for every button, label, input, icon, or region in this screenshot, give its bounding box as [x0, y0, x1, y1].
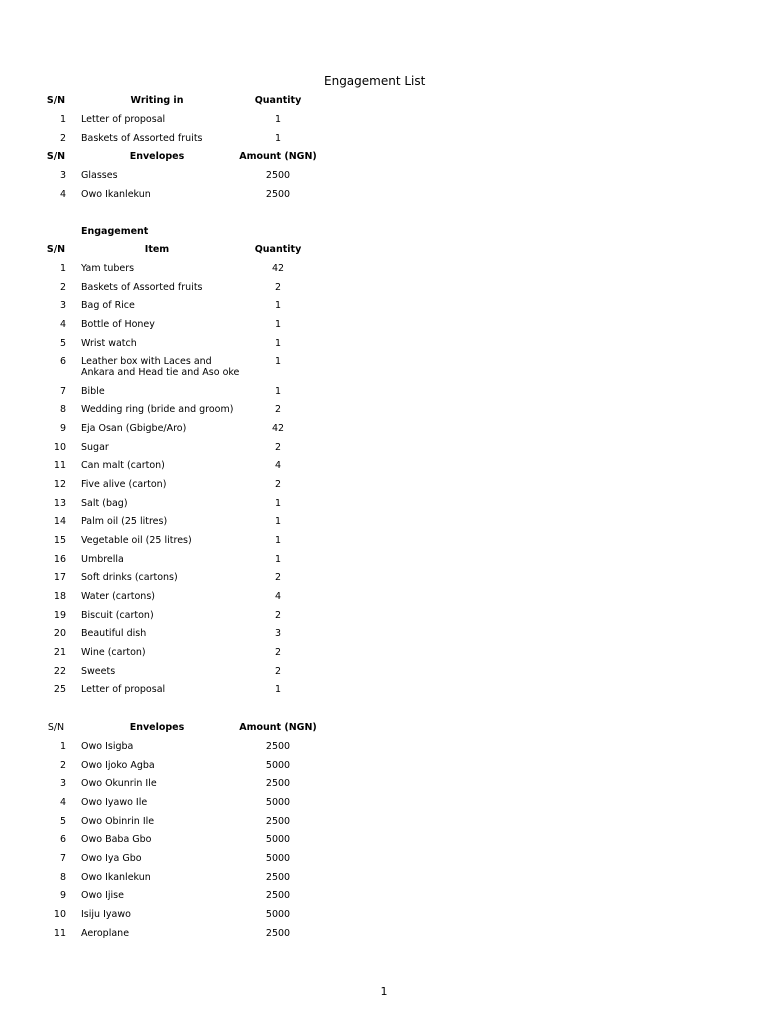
table-row: [0, 572, 768, 590]
table-row: [0, 666, 768, 684]
table-row: [0, 404, 768, 422]
item-cell: Wine (carton): [81, 646, 146, 658]
sn-cell: 5: [59, 337, 66, 349]
sn-cell: 11: [53, 460, 66, 472]
qty-cell: 4: [274, 590, 282, 602]
table-row: [0, 479, 768, 497]
qty-cell: 1: [274, 337, 282, 349]
qty-cell: 2: [274, 609, 282, 621]
sn-cell: 1: [59, 741, 66, 752]
table-row: [0, 535, 768, 553]
header-item-cell: Envelopes: [129, 722, 185, 733]
qty-cell: 1: [274, 497, 282, 509]
sn-cell: 19: [53, 609, 66, 621]
header-qty-cell: Quantity: [254, 95, 302, 106]
item-cell: Letter of proposal: [81, 684, 166, 696]
qty-cell: 1: [274, 684, 282, 696]
item-cell: Biscuit (carton): [81, 609, 154, 621]
sn-cell: 20: [53, 628, 66, 640]
item-cell: Aeroplane: [81, 927, 130, 939]
header-sn-cell: S/N: [46, 95, 66, 106]
sn-cell: 1: [59, 114, 66, 125]
qty-cell: 5000: [265, 852, 291, 864]
item-cell: Salt (bag): [81, 497, 128, 509]
qty-cell: 2: [274, 404, 282, 416]
section-title-engagement: Engagement: [81, 226, 149, 237]
qty-cell: 2: [274, 281, 282, 293]
item-cell: Glasses: [81, 170, 118, 181]
qty-cell: 2: [274, 572, 282, 584]
item-cell: Umbrella: [81, 553, 124, 565]
item-cell: Owo Ikanlekun: [81, 188, 151, 200]
sn-cell: 2: [59, 281, 66, 293]
table-row: [0, 760, 768, 778]
sn-cell: 10: [53, 441, 66, 453]
table-row: [0, 423, 768, 441]
table-row: [0, 460, 768, 478]
header-qty-cell: Amount (NGN): [239, 151, 317, 162]
sn-cell: 16: [53, 553, 66, 565]
sn-cell: 10: [53, 908, 66, 920]
sn-cell: 25: [53, 684, 66, 696]
table-row: [0, 133, 768, 151]
item-cell: Owo Okunrin Ile: [81, 778, 157, 790]
item-cell: Beautiful dish: [81, 628, 147, 640]
qty-cell: 5000: [265, 908, 291, 920]
sn-cell: 11: [53, 927, 66, 939]
sn-cell: 1: [59, 263, 66, 274]
header-item-cell: Envelopes: [129, 151, 185, 162]
table-row: [0, 338, 768, 356]
document-title-text: Engagement List: [324, 74, 426, 88]
item-cell: Water (cartons): [81, 590, 155, 602]
item-cell: Baskets of Assorted fruits: [81, 132, 203, 144]
qty-cell: 1: [274, 132, 282, 144]
header-qty-cell: Amount (NGN): [239, 722, 317, 733]
item-cell: Bottle of Honey: [81, 318, 155, 330]
table-row: [0, 928, 768, 946]
sn-cell: 4: [59, 188, 66, 200]
qty-cell: 2: [274, 441, 282, 453]
qty-cell: 1: [274, 114, 282, 125]
qty-cell: 42: [271, 423, 285, 435]
qty-cell: 2500: [265, 871, 291, 883]
sn-cell: 15: [53, 534, 66, 546]
sn-cell: 3: [59, 170, 66, 181]
item-cell: Leather box with Laces and Ankara and Head tie and Aso oke: [81, 356, 240, 379]
sn-cell: 4: [59, 318, 66, 330]
item-cell: Owo Baba Gbo: [81, 834, 152, 846]
header-sn-cell: S/N: [46, 244, 66, 255]
sn-cell: 21: [53, 646, 66, 658]
qty-cell: 5000: [265, 796, 291, 808]
item-cell: Wedding ring (bride and groom): [81, 404, 234, 416]
table-row: [0, 778, 768, 796]
table-row: [0, 263, 768, 281]
qty-cell: 1: [274, 318, 282, 330]
sn-cell: 8: [59, 404, 66, 416]
item-cell: Isiju Iyawo: [81, 908, 131, 920]
qty-cell: 1: [274, 553, 282, 565]
table-row: [0, 853, 768, 871]
qty-cell: 2: [274, 646, 282, 658]
qty-cell: 2500: [265, 815, 291, 827]
qty-cell: 42: [271, 263, 285, 274]
table-row: [0, 741, 768, 759]
item-cell: Sweets: [81, 665, 116, 677]
qty-cell: 2: [274, 665, 282, 677]
table-row: [0, 591, 768, 609]
qty-cell: 2500: [265, 778, 291, 790]
qty-cell: 1: [274, 534, 282, 546]
table-row: [0, 319, 768, 337]
item-cell: Owo Iyawo Ile: [81, 796, 148, 808]
item-cell: Yam tubers: [81, 263, 135, 274]
sn-cell: 18: [53, 590, 66, 602]
sn-cell: 4: [59, 796, 66, 808]
qty-cell: 5000: [265, 834, 291, 846]
qty-cell: 3: [274, 628, 282, 640]
table-row: [0, 797, 768, 815]
qty-cell: 1: [274, 516, 282, 528]
sn-cell: 8: [59, 871, 66, 883]
table-row: [0, 890, 768, 908]
table-row: [0, 282, 768, 300]
item-cell: Owo Obinrin Ile: [81, 815, 155, 827]
header-qty-cell: Quantity: [254, 244, 302, 255]
item-cell: Vegetable oil (25 litres): [81, 534, 192, 546]
table-row: [0, 442, 768, 460]
table-header-row: [0, 151, 768, 169]
qty-cell: 1: [274, 385, 282, 397]
item-cell: Owo Ijise: [81, 890, 124, 902]
item-cell: Bag of Rice: [81, 300, 135, 312]
table-header-row: [0, 722, 768, 740]
item-cell: Owo Iya Gbo: [81, 852, 142, 864]
qty-cell: 2500: [265, 170, 291, 181]
table-row: [0, 628, 768, 646]
item-cell: Five alive (carton): [81, 479, 167, 490]
item-cell: Can malt (carton): [81, 460, 165, 472]
table-row: [0, 386, 768, 404]
table-row: [0, 189, 768, 207]
qty-cell: 2500: [265, 188, 291, 200]
sn-cell: 14: [53, 516, 66, 528]
item-cell: Owo Ijoko Agba: [81, 759, 155, 771]
header-item-cell: Item: [144, 244, 170, 255]
item-cell: Soft drinks (cartons): [81, 572, 178, 584]
item-cell: Sugar: [81, 441, 109, 453]
table-row: [0, 872, 768, 890]
sn-cell: 3: [59, 778, 66, 790]
item-cell: Owo Isigba: [81, 741, 134, 752]
qty-cell: 1: [274, 300, 282, 312]
table-row: [0, 498, 768, 516]
sn-cell: 9: [59, 890, 66, 902]
sn-cell: 22: [53, 665, 66, 677]
table-row: [0, 909, 768, 927]
table-header-row: [0, 95, 768, 113]
item-cell: Wrist watch: [81, 337, 137, 349]
table-row: [0, 834, 768, 852]
sn-cell: 6: [59, 356, 66, 368]
qty-cell: 2500: [265, 890, 291, 902]
qty-cell: 5000: [265, 759, 291, 771]
sn-cell: 9: [59, 423, 66, 435]
item-cell: Owo Ikanlekun: [81, 871, 151, 883]
sn-cell: 7: [59, 385, 66, 397]
sn-cell: 5: [59, 815, 66, 827]
table-row: [0, 684, 768, 702]
table-row: [0, 170, 768, 188]
item-cell: Baskets of Assorted fruits: [81, 281, 203, 293]
qty-cell: 4: [274, 460, 282, 472]
page-number: 1: [380, 985, 388, 998]
item-cell: Eja Osan (Gbigbe/Aro): [81, 423, 187, 435]
item-cell: Bible: [81, 385, 105, 397]
header-sn-cell: S/N: [46, 151, 66, 162]
sn-cell: 2: [59, 132, 66, 144]
table-row: [0, 356, 768, 379]
item-cell: Letter of proposal: [81, 114, 166, 125]
sn-cell: 2: [59, 759, 66, 771]
qty-cell: 2500: [265, 741, 291, 752]
table-row: [0, 300, 768, 318]
qty-cell: 1: [274, 356, 282, 368]
header-sn-cell: S/N: [47, 722, 65, 733]
table-header-row: [0, 244, 768, 262]
table-row: [0, 554, 768, 572]
qty-cell: 2: [274, 479, 282, 490]
sn-cell: 6: [59, 834, 66, 846]
table-row: [0, 114, 768, 132]
sn-cell: 13: [53, 497, 66, 509]
item-cell: Palm oil (25 litres): [81, 516, 168, 528]
table-row: [0, 610, 768, 628]
table-row: [0, 816, 768, 834]
sn-cell: 17: [53, 572, 66, 584]
sn-cell: 3: [59, 300, 66, 312]
qty-cell: 2500: [265, 927, 291, 939]
sn-cell: 12: [53, 479, 66, 490]
table-row: [0, 647, 768, 665]
sn-cell: 7: [59, 852, 66, 864]
table-row: [0, 516, 768, 534]
header-item-cell: Writing in: [130, 95, 184, 106]
